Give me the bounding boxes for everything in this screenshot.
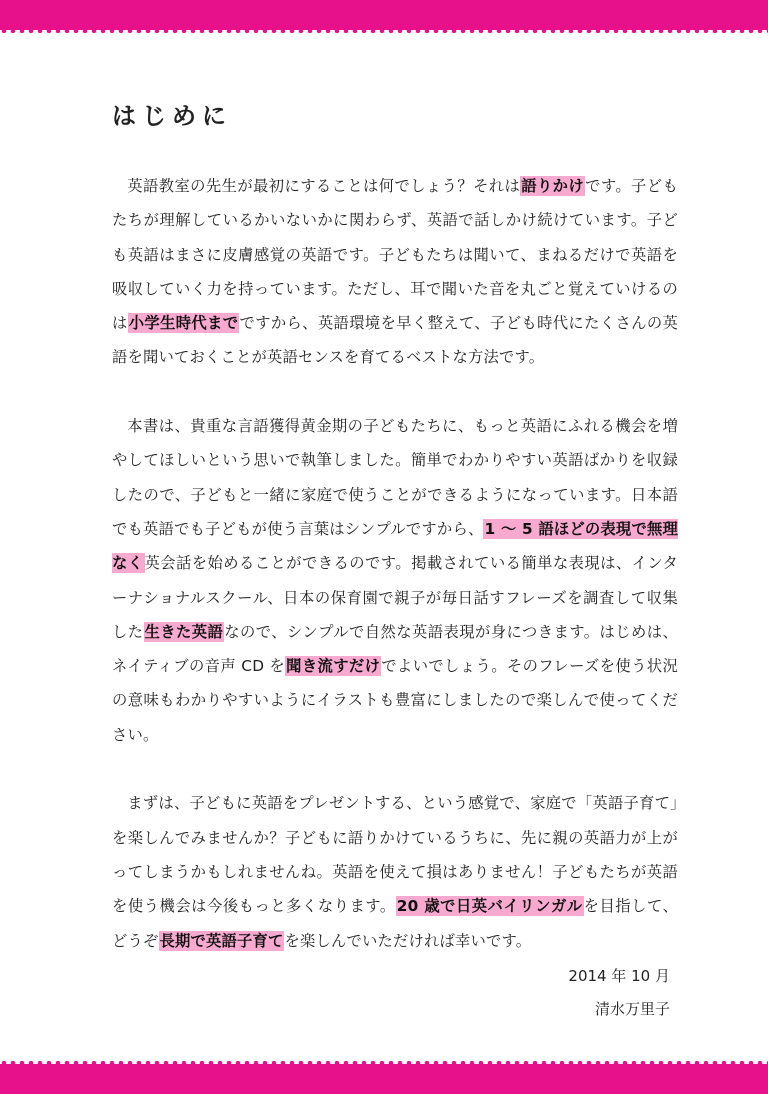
- highlighted-phrase: 聞き流すだけ: [286, 657, 381, 676]
- page-title: はじめに: [112, 102, 232, 130]
- signature-author: 清水万里子: [594, 1000, 670, 1018]
- text-run: を目指して、どうぞ: [112, 897, 678, 950]
- paragraph: [112, 169, 678, 375]
- text-run: 英会話を始めることができるのです。掲載されている簡単な表現は、インターナショナルスクール、日本の保育園で親子が毎日話すフレーズを調査して収集した: [112, 554, 679, 641]
- text-run: でよいでしょう。そのフレーズを使う状況の意味もわかりやすいようにイラストも豊富にしましたので楽しんで使ってください。: [112, 657, 678, 744]
- highlighted-phrase: 1 〜 5 語ほどの表現で無理なく: [112, 519, 678, 573]
- highlighted-phrase: 生きた英語: [144, 622, 224, 641]
- highlighted-phrase: 20 歳で日英バイリンガル: [396, 897, 583, 916]
- highlighted-phrase: 語りかけ: [521, 177, 585, 195]
- signature-date: 2014 年 10 月: [568, 967, 670, 985]
- text-run: なので、シンプルで自然な英語表現が身につきます。はじめは、ネイティブの音声 CD を: [112, 622, 678, 676]
- text-run: ですから、英語環境を早く整えて、子ども時代にたくさんの英語を聞いておくことが英語センスを育てるベストな方法です。: [112, 314, 679, 367]
- paragraph: [112, 786, 678, 957]
- top-decorative-band: [0, 0, 768, 30]
- text-run: まずは、子どもに英語をプレゼントする、という感覚で、家庭で「英語子育て」を楽しんでみませんか？子どもに語りかけているうちに、先に親の英語力が上がってしまうかもしれませんね。英語を使えて損はありません！子どもたちが英語を使う機会は今後もっと多くなります。: [112, 794, 678, 916]
- paragraph: [112, 409, 678, 752]
- highlighted-phrase: 小学生時代まで: [128, 314, 239, 333]
- text-run: です。子どもたちが理解しているかいないかに関わらず、英語で話しかけ続けています。子ども英語はまさに皮膚感覚の英語です。子どもたちは聞いて、まねるだけで英語を吸収していく力を持っています。ただし、耳で聞いた音を丸ごと覚えていけるのは: [112, 177, 678, 333]
- signature-block: [568, 960, 670, 1026]
- highlighted-phrase: 長期で英語子育て: [159, 931, 284, 950]
- body-text: [112, 169, 678, 958]
- text-run: を楽しんでいただければ幸いです。: [284, 931, 532, 950]
- text-run: 英語教室の先生が最初にすることは何でしょう？それは: [127, 177, 521, 195]
- bottom-decorative-band: [0, 1064, 768, 1094]
- text-run: 本書は、貴重な言語獲得黄金期の子どもたちに、もっと英語にふれる機会を増やしてほしいという思いで執筆しました。簡単でわかりやすい英語ばかりを収録したので、子どもと一緒に家庭で使うことができるようになっています。日本語でも英語でも子どもが使う言葉はシンプルですから、: [112, 417, 678, 538]
